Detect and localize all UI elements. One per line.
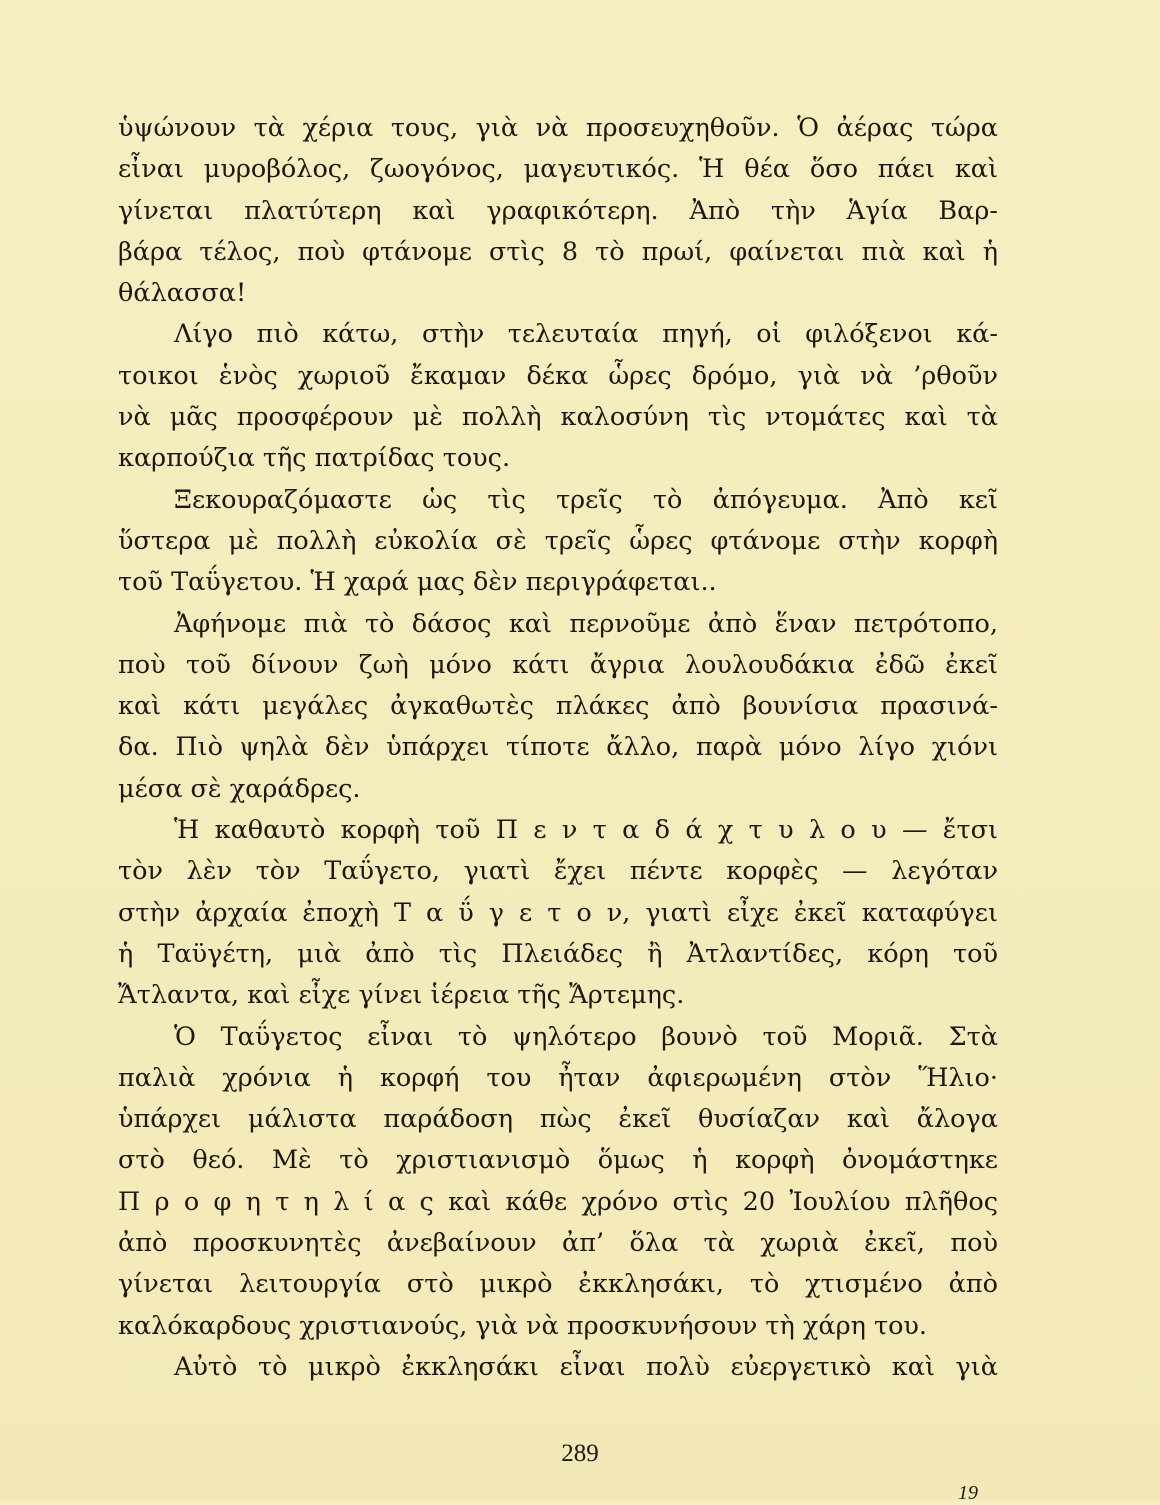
text-line: νὰ μᾶς προσφέρουν μὲ πολλὴ καλοσύνη τὶς ντομάτες καὶ τὰ	[118, 402, 998, 433]
text-line: Ἀφήνομε πιὰ τὸ δάσος καὶ περνοῦμε ἀπὸ ἕναν πετρότοπο,	[174, 608, 998, 639]
paragraph	[118, 480, 998, 604]
text-line: Ὁ Ταΰγετος εἶναι τὸ ψηλότερο βουνὸ τοῦ Μοριᾶ. Στὰ	[174, 1021, 998, 1052]
text-line: γίνεται πλατύτερη καὶ γραφικότερη. Ἀπὸ τὴν Ἁγία Βαρ-	[118, 195, 998, 226]
text-line: ἀπὸ προσκυνητὲς ἀνεβαίνουν ἀπ’ ὅλα τὰ χωριὰ ἐκεῖ, ποὺ	[118, 1228, 998, 1259]
text-line: καρπούζια τῆς πατρίδας τους.	[118, 443, 511, 474]
text-line: τοῦ Ταΰγετου. Ἡ χαρά μας δὲν περιγράφεται..	[118, 567, 717, 598]
text-line: ὕστερα μὲ πολλὴ εὐκολία σὲ τρεῖς ὧρες φτάνομε στὴν κορφὴ	[118, 525, 998, 556]
text-line: τὸν λὲν τὸν Ταΰγετο, γιατὶ ἔχει πέντε κορφὲς — λεγόταν	[118, 856, 998, 887]
text-line: ὑπάρχει μάλιστα παράδοση πὼς ἐκεῖ θυσίαζαν καὶ ἄλογα	[118, 1104, 998, 1135]
text-line: Αὐτὸ τὸ μικρὸ ἐκκλησάκι εἶναι πολὺ εὐεργετικὸ καὶ γιὰ	[174, 1351, 998, 1382]
text-line: παλιὰ χρόνια ἡ κορφή του ἦταν ἀφιερωμένη στὸν Ἥλιο·	[118, 1062, 998, 1093]
text-line: γίνεται λειτουργία στὸ μικρὸ ἐκκλησάκι, τὸ χτισμένο ἀπὸ	[118, 1269, 998, 1300]
text-line: ὑψώνουν τὰ χέρια τους, γιὰ νὰ προσευχηθοῦν. Ὁ ἀέρας τώρα	[118, 113, 998, 143]
text-line: μέσα σὲ χαράδρες.	[118, 773, 361, 804]
text-line: Λίγο πιὸ κάτω, στὴν τελευταία πηγή, οἱ φιλόξενοι κά-	[174, 319, 998, 350]
text-line: στὴν ἀρχαία ἐποχὴ Τ α ΰ γ ε τ ο ν, γιατὶ εἶχε ἐκεῖ καταφύγει	[118, 897, 998, 928]
text-line: καλόκαρδους χριστιανούς, γιὰ νὰ προσκυνήσουν τὴ χάρη του.	[118, 1310, 928, 1341]
text-line: δα. Πιὸ ψηλὰ δὲν ὑπάρχει τίποτε ἄλλο, παρὰ μόνο λίγο χιόνι	[118, 732, 998, 763]
text-line: τοικοι ἑνὸς χωριοῦ ἔκαμαν δέκα ὧρες δρόμο, γιὰ νὰ ’ρθοῦν	[118, 360, 998, 391]
paragraph	[118, 810, 998, 1016]
paragraph	[118, 1347, 998, 1388]
text-line: καὶ κάτι μεγάλες ἀγκαθωτὲς πλάκες ἀπὸ βουνίσια πρασινά-	[118, 691, 998, 722]
text-line: Ἡ καθαυτὸ κορφὴ τοῦ Π ε ν τ α δ ά χ τ υ λ ο υ — ἔτσι	[174, 815, 998, 846]
text-line: ἡ Ταϋγέτη, μιὰ ἀπὸ τὶς Πλειάδες ἢ Ἀτλαντίδες, κόρη τοῦ	[118, 938, 998, 969]
text-line: ποὺ τοῦ δίνουν ζωὴ μόνο κάτι ἄγρια λουλουδάκια ἐδῶ ἐκεῖ	[118, 649, 998, 680]
page-number: 289	[561, 1440, 599, 1467]
text-line: Ξεκουραζόμαστε ὡς τὶς τρεῖς τὸ ἀπόγευμα. Ἀπὸ κεῖ	[174, 484, 998, 515]
text-line: θάλασσα!	[118, 278, 247, 309]
text-line: βάρα τέλος, ποὺ φτάνομε στὶς 8 τὸ πρωί, φαίνεται πιὰ καὶ ἡ	[118, 236, 998, 267]
text-line: εἶναι μυροβόλος, ζωογόνος, μαγευτικός. Ἡ θέα ὅσο πάει καὶ	[118, 154, 998, 185]
text-line: Ἄτλαντα, καὶ εἶχε γίνει ἱέρεια τῆς Ἄρτεμης.	[118, 980, 685, 1011]
text-line: Π ρ ο φ η τ η λ ί α ς καὶ κάθε χρόνο στὶς 20 Ἰουλίου πλῆθος	[118, 1186, 998, 1217]
paragraph	[118, 108, 998, 314]
paragraph	[118, 1017, 998, 1347]
signature-mark: 19	[958, 1482, 978, 1504]
body-text	[118, 108, 998, 1388]
paragraph	[118, 314, 998, 479]
paragraph	[118, 604, 998, 810]
text-line: στὸ θεό. Μὲ τὸ χριστιανισμὸ ὅμως ἡ κορφὴ ὀνομάστηκε	[118, 1145, 998, 1176]
